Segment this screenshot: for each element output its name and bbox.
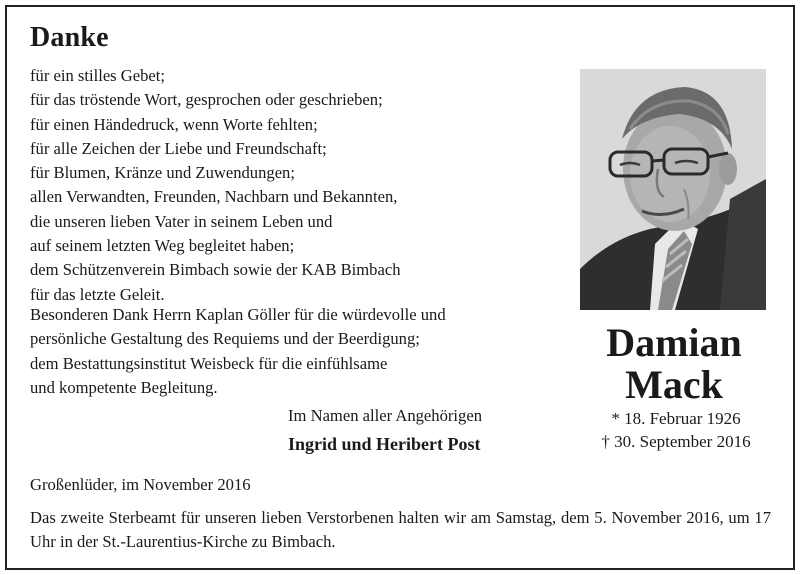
heading: Danke	[30, 22, 109, 53]
family-intro: Im Namen aller Angehörigen	[288, 406, 482, 425]
special-thanks-line: Besonderen Dank Herrn Kaplan Göller für die würdevolle und	[30, 305, 446, 324]
place-and-date: Großenlüder, im November 2016	[30, 475, 251, 494]
deceased-first-name: Damian	[606, 320, 742, 365]
thanks-line: für ein stilles Gebet;	[30, 66, 166, 85]
thanks-line: für alle Zeichen der Liebe und Freundschaft;	[30, 138, 327, 158]
thanks-line: auf seinem letzten Weg begleitet haben;	[30, 236, 295, 256]
special-thanks-line: persönliche Gestaltung des Requiems und der Beerdigung;	[30, 329, 420, 349]
special-thanks-line: und kompetente Begleitung.	[30, 377, 218, 397]
special-thanks-line: dem Bestattungsinstitut Weisbeck für die einfühlsame	[30, 353, 388, 373]
thanks-line: allen Verwandten, Freunden, Nachbarn und Bekannten,	[30, 187, 398, 207]
special-thanks	[30, 303, 446, 400]
thanks-list	[30, 64, 401, 307]
deceased-last-name: Mack	[625, 362, 723, 407]
thanks-line: die unseren lieben Vater in seinem Leben und	[30, 211, 333, 231]
thanks-line: für einen Händedruck, wenn Worte fehlten;	[30, 114, 318, 134]
death-date: † 30. September 2016	[601, 432, 751, 451]
thanks-line: für das letzte Geleit.	[30, 284, 165, 304]
thanks-line: dem Schützenverein Bimbach sowie der KAB Bimbach	[30, 260, 401, 280]
memorial-mass-notice: Das zweite Sterbeamt für unseren lieben Verstorbenen halten wir am Samstag, dem 5. November 2016, um 17 Uhr in der St.-Laurentius-Kirche zu Bimbach.	[30, 508, 771, 552]
thanks-line: für Blumen, Kränze und Zuwendungen;	[30, 163, 295, 183]
birth-date: * 18. Februar 1926	[611, 409, 741, 428]
thanks-line: für das tröstende Wort, gesprochen oder geschrieben;	[30, 90, 383, 110]
family-names: Ingrid und Heribert Post	[288, 434, 481, 454]
portrait-photo	[580, 69, 766, 310]
